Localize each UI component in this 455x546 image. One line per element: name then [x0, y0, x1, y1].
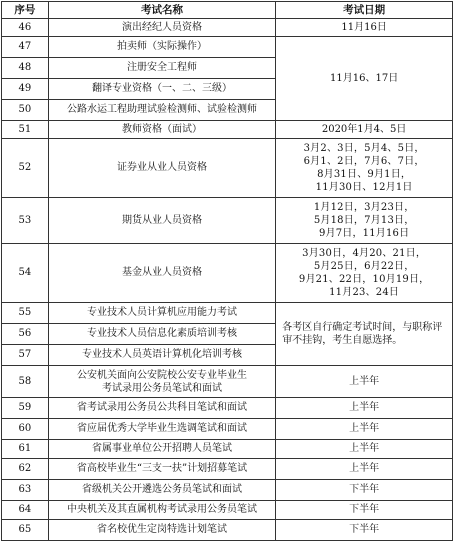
- row-date: 上半年: [276, 398, 453, 419]
- row-date: 上半年: [276, 366, 453, 398]
- table-row: [2, 480, 453, 501]
- row-date: [276, 139, 453, 198]
- row-name: 专业技术人员英语计算机化培训考核: [48, 345, 276, 366]
- row-no: 50: [2, 100, 49, 121]
- date-line: 11月23、24日: [329, 287, 400, 298]
- row-no: 64: [2, 501, 49, 520]
- header-no: 序号: [2, 2, 49, 19]
- table-row: [2, 520, 453, 541]
- date-line: 3月2、3日，5月4、5日，: [303, 143, 425, 154]
- row-name: 基金从业人员资格: [48, 244, 276, 303]
- row-date: 上半年: [276, 419, 453, 440]
- date-line: 9月21、22日，10月19日，: [298, 274, 430, 285]
- row-name: 省考试录用公务员公共科目笔试和面试: [48, 398, 276, 419]
- row-date: 上半年: [276, 459, 453, 480]
- row-no: 63: [2, 480, 49, 501]
- date-line: 3月30日，4月20、21日，: [302, 248, 427, 259]
- row-no: 52: [2, 139, 49, 198]
- row-no: 60: [2, 419, 49, 440]
- name-line: 考试录用公务员笔试和面试: [101, 382, 222, 394]
- row-no: 48: [2, 58, 49, 79]
- row-date: 下半年: [276, 520, 453, 541]
- table-row: [2, 37, 453, 58]
- row-name: [48, 366, 276, 398]
- table-row: [2, 303, 453, 324]
- row-no: 61: [2, 440, 49, 459]
- name-line: 公安机关面向公安院校公安专业毕业生: [76, 369, 247, 381]
- row-no: 58: [2, 366, 49, 398]
- row-no: 56: [2, 324, 49, 345]
- row-name: 演出经纪人员资格: [48, 19, 276, 37]
- row-no: 49: [2, 79, 49, 100]
- row-name: 省属事业单位公开招聘人员笔试: [48, 440, 276, 459]
- row-no: 54: [2, 244, 49, 303]
- table-row: [2, 440, 453, 459]
- exam-schedule-table: [1, 1, 453, 541]
- row-no: 53: [2, 198, 49, 244]
- header-date: 考试日期: [276, 2, 453, 19]
- row-no: 47: [2, 37, 49, 58]
- row-date-merged: 11月16、17日: [276, 37, 453, 121]
- row-date-note: 各考区自行确定考试时间，与职称评审不挂钩，考生自愿选择。: [276, 303, 453, 366]
- table-row: [2, 419, 453, 440]
- row-name: 教师资格（面试）: [48, 121, 276, 139]
- row-name: 中央机关及其直属机构考试录用公务员笔试: [48, 501, 276, 520]
- row-no: 51: [2, 121, 49, 139]
- date-line: 8月31日、9月1日，: [317, 169, 412, 180]
- row-date: 11月16日: [276, 19, 453, 37]
- table-row: [2, 459, 453, 480]
- row-date: [276, 198, 453, 244]
- row-date: [276, 244, 453, 303]
- table-row: [2, 198, 453, 244]
- row-name: 拍卖师（实际操作）: [48, 37, 276, 58]
- table-row: [2, 366, 453, 398]
- row-no: 65: [2, 520, 49, 541]
- row-no: 46: [2, 19, 49, 37]
- date-line: 5月18日，7月13日，: [313, 215, 415, 226]
- date-line: 1月12日，3月23日，: [313, 202, 415, 213]
- table-row: [2, 398, 453, 419]
- row-name: 专业技术人员信息化素质培训考核: [48, 324, 276, 345]
- row-date: 2020年1月4、5日: [276, 121, 453, 139]
- row-date: 下半年: [276, 501, 453, 520]
- header-name: 考试名称: [48, 2, 276, 19]
- table-row: [2, 121, 453, 139]
- date-line: 9月7日，11月16日: [318, 228, 410, 239]
- row-name: 省级机关公开遴选公务员笔试和面试: [48, 480, 276, 501]
- row-no: 57: [2, 345, 49, 366]
- row-name: 注册安全工程师: [48, 58, 276, 79]
- table-row: [2, 139, 453, 198]
- row-no: 55: [2, 303, 49, 324]
- row-name: 证券业从业人员资格: [48, 139, 276, 198]
- row-name: 省名校优生定岗特选计划笔试: [48, 520, 276, 541]
- row-name: 省应届优秀大学毕业生选调笔试和面试: [48, 419, 276, 440]
- table-row: [2, 244, 453, 303]
- row-date: 下半年: [276, 480, 453, 501]
- row-name: 期货从业人员资格: [48, 198, 276, 244]
- date-line: 6月1、2日，7月6、7日，: [303, 156, 425, 167]
- table-row: [2, 19, 453, 37]
- row-no: 62: [2, 459, 49, 480]
- row-name: 省高校毕业生“三支一扶”计划招募笔试: [48, 459, 276, 480]
- date-line: 5月25日，6月22日，: [313, 261, 415, 272]
- date-line: 11月30日、12月1日: [315, 182, 413, 193]
- row-name: 公路水运工程助理试验检测师、试验检测师: [48, 100, 276, 121]
- row-name: 翻译专业资格（一、二、三级）: [48, 79, 276, 100]
- row-name: 专业技术人员计算机应用能力考试: [48, 303, 276, 324]
- table-header-row: [2, 2, 453, 19]
- row-date: 上半年: [276, 440, 453, 459]
- row-no: 59: [2, 398, 49, 419]
- table-row: [2, 501, 453, 520]
